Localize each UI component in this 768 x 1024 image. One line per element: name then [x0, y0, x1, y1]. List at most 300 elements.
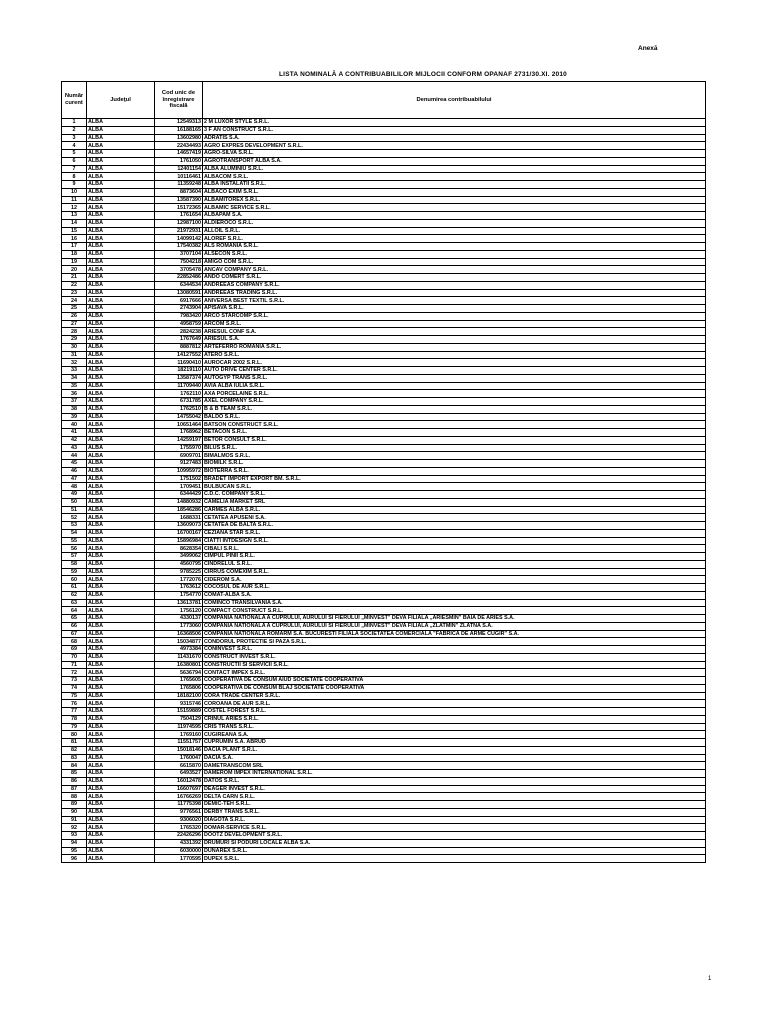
- cell-number: 52: [62, 514, 87, 522]
- table-row: [62, 467, 706, 475]
- cell-fiscal-code: 6344429: [155, 491, 203, 499]
- cell-taxpayer-name: BIOMILK S.R.L.: [203, 460, 706, 468]
- table-row: [62, 723, 706, 731]
- table-row: [62, 235, 706, 243]
- cell-number: 49: [62, 491, 87, 499]
- cell-fiscal-code: 1765605: [155, 677, 203, 685]
- cell-county: ALBA: [87, 150, 155, 158]
- cell-fiscal-code: 1772076: [155, 576, 203, 584]
- cell-county: ALBA: [87, 615, 155, 623]
- cell-county: ALBA: [87, 646, 155, 654]
- cell-taxpayer-name: ARCO STARCOMP S.R.L.: [203, 312, 706, 320]
- cell-taxpayer-name: CIDEROM S.A.: [203, 576, 706, 584]
- cell-fiscal-code: 5636794: [155, 669, 203, 677]
- cell-fiscal-code: 4560795: [155, 560, 203, 568]
- cell-fiscal-code: 6344534: [155, 281, 203, 289]
- table-row: [62, 188, 706, 196]
- taxpayer-table: [61, 81, 706, 863]
- table-row: [62, 374, 706, 382]
- cell-county: ALBA: [87, 537, 155, 545]
- cell-number: 47: [62, 475, 87, 483]
- table-row: [62, 297, 706, 305]
- cell-fiscal-code: 1773060: [155, 622, 203, 630]
- cell-number: 30: [62, 343, 87, 351]
- cell-fiscal-code: 6909701: [155, 452, 203, 460]
- cell-number: 94: [62, 839, 87, 847]
- cell-county: ALBA: [87, 638, 155, 646]
- table-row: [62, 204, 706, 212]
- cell-county: ALBA: [87, 731, 155, 739]
- table-row: [62, 483, 706, 491]
- cell-number: 1: [62, 119, 87, 127]
- cell-taxpayer-name: ATERO S.R.L.: [203, 351, 706, 359]
- cell-county: ALBA: [87, 653, 155, 661]
- cell-fiscal-code: 4958759: [155, 320, 203, 328]
- cell-county: ALBA: [87, 359, 155, 367]
- cell-number: 37: [62, 398, 87, 406]
- table-row: [62, 150, 706, 158]
- cell-taxpayer-name: COMPANIA NATIONALA A CUPRULUI, AURULUI SI FIERULUI „MINVEST" DEVA FILIALA „ARIESMIN" BAIA DE ARIES S.A.: [203, 615, 706, 623]
- cell-county: ALBA: [87, 498, 155, 506]
- cell-taxpayer-name: 3 F AN CONSTRUCT S.R.L.: [203, 126, 706, 134]
- cell-number: 60: [62, 576, 87, 584]
- annex-label: Anexă: [638, 45, 658, 52]
- cell-number: 16: [62, 235, 87, 243]
- cell-taxpayer-name: COCOSUL DE AUR S.R.L.: [203, 584, 706, 592]
- table-row: [62, 274, 706, 282]
- cell-county: ALBA: [87, 320, 155, 328]
- cell-fiscal-code: 16700167: [155, 529, 203, 537]
- table-row: [62, 289, 706, 297]
- table-row: [62, 142, 706, 150]
- cell-fiscal-code: 18182100: [155, 692, 203, 700]
- cell-fiscal-code: 6615870: [155, 762, 203, 770]
- table-row: [62, 305, 706, 313]
- cell-county: ALBA: [87, 584, 155, 592]
- cell-county: ALBA: [87, 188, 155, 196]
- cell-fiscal-code: 9315746: [155, 700, 203, 708]
- cell-number: 63: [62, 599, 87, 607]
- cell-taxpayer-name: COMPACT CONSTRUCT S.R.L.: [203, 607, 706, 615]
- cell-taxpayer-name: CETATEA APUSENI S.A.: [203, 514, 706, 522]
- cell-fiscal-code: 13587374: [155, 374, 203, 382]
- cell-taxpayer-name: AVIA ALBA IULIA S.R.L.: [203, 382, 706, 390]
- cell-county: ALBA: [87, 739, 155, 747]
- cell-county: ALBA: [87, 483, 155, 491]
- cell-county: ALBA: [87, 762, 155, 770]
- cell-county: ALBA: [87, 816, 155, 824]
- cell-taxpayer-name: ARIESUL S.A.: [203, 336, 706, 344]
- cell-taxpayer-name: CIRRUS COMEXIM S.R.L.: [203, 568, 706, 576]
- cell-county: ALBA: [87, 390, 155, 398]
- cell-taxpayer-name: DATOS S.R.L.: [203, 777, 706, 785]
- table-row: [62, 320, 706, 328]
- cell-number: 43: [62, 444, 87, 452]
- cell-county: ALBA: [87, 793, 155, 801]
- cell-number: 64: [62, 607, 87, 615]
- cell-taxpayer-name: BRADET IMPORT EXPORT BM. S.R.L.: [203, 475, 706, 483]
- cell-county: ALBA: [87, 343, 155, 351]
- cell-fiscal-code: 12549313: [155, 119, 203, 127]
- cell-fiscal-code: 14099142: [155, 235, 203, 243]
- cell-fiscal-code: 16766269: [155, 793, 203, 801]
- cell-fiscal-code: 2743904: [155, 305, 203, 313]
- cell-number: 48: [62, 483, 87, 491]
- cell-county: ALBA: [87, 444, 155, 452]
- cell-number: 5: [62, 150, 87, 158]
- table-row: [62, 839, 706, 847]
- cell-taxpayer-name: COMPANIA NATIONALA ROMARM S.A. BUCURESTI FILIALA SOCIETATEA COMERCIALA "FABRICA DE ARME CUGIR" S.A.: [203, 630, 706, 638]
- cell-fiscal-code: 15896984: [155, 537, 203, 545]
- cell-number: 8: [62, 173, 87, 181]
- cell-taxpayer-name: ALBACOM S.R.L.: [203, 173, 706, 181]
- cell-taxpayer-name: ALSECON S.R.L.: [203, 250, 706, 258]
- table-row: [62, 731, 706, 739]
- cell-county: ALBA: [87, 235, 155, 243]
- cell-fiscal-code: 1769160: [155, 731, 203, 739]
- cell-taxpayer-name: COSTEL FOREST S.R.L.: [203, 708, 706, 716]
- cell-fiscal-code: 8887812: [155, 343, 203, 351]
- table-row: [62, 816, 706, 824]
- cell-number: 67: [62, 630, 87, 638]
- cell-number: 2: [62, 126, 87, 134]
- cell-fiscal-code: 22852486: [155, 274, 203, 282]
- cell-taxpayer-name: CORA TRADE CENTER S.R.L.: [203, 692, 706, 700]
- cell-county: ALBA: [87, 669, 155, 677]
- cell-fiscal-code: 4330137: [155, 615, 203, 623]
- cell-fiscal-code: 7983420: [155, 312, 203, 320]
- cell-number: 74: [62, 684, 87, 692]
- cell-number: 4: [62, 142, 87, 150]
- cell-taxpayer-name: CONINVEST S.R.L.: [203, 646, 706, 654]
- cell-number: 17: [62, 243, 87, 251]
- cell-taxpayer-name: CETATEA DE BALTA S.R.L.: [203, 522, 706, 530]
- cell-county: ALBA: [87, 382, 155, 390]
- header-taxpayer-name: Denumirea contribuabilului: [203, 82, 706, 119]
- cell-fiscal-code: 16380801: [155, 661, 203, 669]
- table-row: [62, 460, 706, 468]
- table-row: [62, 491, 706, 499]
- cell-number: 83: [62, 754, 87, 762]
- cell-number: 81: [62, 739, 87, 747]
- cell-fiscal-code: 2824238: [155, 328, 203, 336]
- cell-fiscal-code: 22426296: [155, 832, 203, 840]
- cell-number: 66: [62, 622, 87, 630]
- table-row: [62, 413, 706, 421]
- cell-county: ALBA: [87, 289, 155, 297]
- cell-fiscal-code: 1765806: [155, 684, 203, 692]
- cell-taxpayer-name: ALS ROMANIA S.R.L.: [203, 243, 706, 251]
- table-row: [62, 258, 706, 266]
- cell-county: ALBA: [87, 258, 155, 266]
- cell-number: 62: [62, 591, 87, 599]
- cell-fiscal-code: 6731785: [155, 398, 203, 406]
- table-row: [62, 367, 706, 375]
- cell-taxpayer-name: CEZIANA STAR S.R.L.: [203, 529, 706, 537]
- cell-county: ALBA: [87, 328, 155, 336]
- table-row: [62, 615, 706, 623]
- table-row: [62, 739, 706, 747]
- cell-fiscal-code: 11974595: [155, 723, 203, 731]
- cell-fiscal-code: 9127483: [155, 460, 203, 468]
- table-row: [62, 669, 706, 677]
- cell-fiscal-code: 3705478: [155, 266, 203, 274]
- cell-county: ALBA: [87, 452, 155, 460]
- cell-number: 68: [62, 638, 87, 646]
- cell-county: ALBA: [87, 491, 155, 499]
- cell-county: ALBA: [87, 847, 155, 855]
- header-number: Număr curent: [62, 82, 87, 119]
- cell-taxpayer-name: DUNAREX S.R.L.: [203, 847, 706, 855]
- cell-fiscal-code: 1755970: [155, 444, 203, 452]
- cell-fiscal-code: 1688331: [155, 514, 203, 522]
- cell-county: ALBA: [87, 204, 155, 212]
- cell-number: 23: [62, 289, 87, 297]
- cell-number: 22: [62, 281, 87, 289]
- cell-taxpayer-name: DACIA S.A.: [203, 754, 706, 762]
- table-row: [62, 312, 706, 320]
- cell-county: ALBA: [87, 413, 155, 421]
- cell-taxpayer-name: ALBAMIC SERVICE S.R.L.: [203, 204, 706, 212]
- cell-fiscal-code: 17540382: [155, 243, 203, 251]
- cell-county: ALBA: [87, 181, 155, 189]
- table-row: [62, 452, 706, 460]
- table-row: [62, 429, 706, 437]
- cell-taxpayer-name: BIMALMOS S.R.L.: [203, 452, 706, 460]
- cell-taxpayer-name: BIOTERRA S.R.L.: [203, 467, 706, 475]
- cell-fiscal-code: 10995972: [155, 467, 203, 475]
- cell-fiscal-code: 16188165: [155, 126, 203, 134]
- cell-county: ALBA: [87, 514, 155, 522]
- cell-number: 34: [62, 374, 87, 382]
- cell-number: 26: [62, 312, 87, 320]
- cell-taxpayer-name: APISAVA S.R.L.: [203, 305, 706, 313]
- cell-fiscal-code: 1762510: [155, 405, 203, 413]
- cell-county: ALBA: [87, 808, 155, 816]
- cell-county: ALBA: [87, 770, 155, 778]
- cell-county: ALBA: [87, 305, 155, 313]
- cell-county: ALBA: [87, 661, 155, 669]
- cell-taxpayer-name: CIBALI S.R.L.: [203, 545, 706, 553]
- cell-number: 35: [62, 382, 87, 390]
- cell-fiscal-code: 14259197: [155, 436, 203, 444]
- cell-county: ALBA: [87, 506, 155, 514]
- cell-fiscal-code: 12987100: [155, 219, 203, 227]
- cell-county: ALBA: [87, 754, 155, 762]
- cell-number: 75: [62, 692, 87, 700]
- cell-county: ALBA: [87, 630, 155, 638]
- cell-taxpayer-name: CRINUL ARIES S.R.L.: [203, 715, 706, 723]
- cell-county: ALBA: [87, 421, 155, 429]
- cell-taxpayer-name: ARCOM S.R.L.: [203, 320, 706, 328]
- table-row: [62, 243, 706, 251]
- cell-county: ALBA: [87, 591, 155, 599]
- cell-number: 9: [62, 181, 87, 189]
- cell-number: 73: [62, 677, 87, 685]
- cell-number: 21: [62, 274, 87, 282]
- table-row: [62, 630, 706, 638]
- table-row: [62, 266, 706, 274]
- cell-taxpayer-name: DOOTZ DEVELOPMENT S.R.L.: [203, 832, 706, 840]
- document-title: LISTA NOMINALĂ A CONTRIBUABILILOR MIJLOCII CONFORM OPANAF 2731/30.XI. 2010: [279, 71, 567, 78]
- cell-number: 14: [62, 219, 87, 227]
- table-row: [62, 677, 706, 685]
- cell-county: ALBA: [87, 266, 155, 274]
- cell-fiscal-code: 1765320: [155, 824, 203, 832]
- cell-taxpayer-name: CONTACT IMPEX S.R.L.: [203, 669, 706, 677]
- cell-county: ALBA: [87, 219, 155, 227]
- table-row: [62, 498, 706, 506]
- cell-number: 18: [62, 250, 87, 258]
- table-row: [62, 390, 706, 398]
- cell-taxpayer-name: ANDREEAS COMPANY S.R.L.: [203, 281, 706, 289]
- cell-county: ALBA: [87, 607, 155, 615]
- cell-number: 80: [62, 731, 87, 739]
- cell-fiscal-code: 6030000: [155, 847, 203, 855]
- cell-county: ALBA: [87, 622, 155, 630]
- table-row: [62, 646, 706, 654]
- cell-county: ALBA: [87, 281, 155, 289]
- cell-number: 27: [62, 320, 87, 328]
- table-row: [62, 777, 706, 785]
- cell-number: 12: [62, 204, 87, 212]
- cell-fiscal-code: 16607697: [155, 785, 203, 793]
- cell-county: ALBA: [87, 173, 155, 181]
- cell-county: ALBA: [87, 599, 155, 607]
- cell-fiscal-code: 13602980: [155, 134, 203, 142]
- header-county: Judeţul: [87, 82, 155, 119]
- cell-county: ALBA: [87, 692, 155, 700]
- table-row: [62, 661, 706, 669]
- table-row: [62, 622, 706, 630]
- cell-number: 46: [62, 467, 87, 475]
- cell-taxpayer-name: DERBY TRANS S.R.L.: [203, 808, 706, 816]
- cell-taxpayer-name: COOPERATIVA DE CONSUM AIUD SOCIETATE COOPERATIVA: [203, 677, 706, 685]
- cell-number: 51: [62, 506, 87, 514]
- cell-taxpayer-name: CONSTRUCTII SI SERVICII S.R.L.: [203, 661, 706, 669]
- cell-number: 19: [62, 258, 87, 266]
- table-row: [62, 576, 706, 584]
- table-row: [62, 212, 706, 220]
- cell-number: 44: [62, 452, 87, 460]
- cell-county: ALBA: [87, 134, 155, 142]
- cell-fiscal-code: 12401154: [155, 165, 203, 173]
- cell-fiscal-code: 6493527: [155, 770, 203, 778]
- cell-fiscal-code: 11709440: [155, 382, 203, 390]
- cell-fiscal-code: 15172365: [155, 204, 203, 212]
- cell-number: 54: [62, 529, 87, 537]
- cell-taxpayer-name: ALDIEROCO S.R.L.: [203, 219, 706, 227]
- cell-number: 88: [62, 793, 87, 801]
- table-row: [62, 134, 706, 142]
- table-row: [62, 157, 706, 165]
- cell-county: ALBA: [87, 576, 155, 584]
- cell-taxpayer-name: COMINCO TRANSILVANIA S.A.: [203, 599, 706, 607]
- cell-county: ALBA: [87, 429, 155, 437]
- cell-county: ALBA: [87, 165, 155, 173]
- cell-county: ALBA: [87, 746, 155, 754]
- table-row: [62, 754, 706, 762]
- cell-county: ALBA: [87, 700, 155, 708]
- cell-fiscal-code: 1751502: [155, 475, 203, 483]
- cell-county: ALBA: [87, 227, 155, 235]
- cell-county: ALBA: [87, 684, 155, 692]
- table-row: [62, 684, 706, 692]
- table-row: [62, 165, 706, 173]
- cell-county: ALBA: [87, 398, 155, 406]
- table-row: [62, 801, 706, 809]
- table-row: [62, 529, 706, 537]
- table-row: [62, 336, 706, 344]
- cell-taxpayer-name: C.D.C. COMPANY S.R.L.: [203, 491, 706, 499]
- cell-fiscal-code: 18219110: [155, 367, 203, 375]
- cell-number: 36: [62, 390, 87, 398]
- cell-county: ALBA: [87, 274, 155, 282]
- table-row: [62, 227, 706, 235]
- cell-fiscal-code: 4973384: [155, 646, 203, 654]
- cell-number: 85: [62, 770, 87, 778]
- cell-taxpayer-name: CAMELIA MARKET SRL: [203, 498, 706, 506]
- cell-taxpayer-name: COROANA DE AUR S.R.L.: [203, 700, 706, 708]
- cell-fiscal-code: 1761654: [155, 212, 203, 220]
- cell-taxpayer-name: ALLOIL S.R.L.: [203, 227, 706, 235]
- cell-number: 40: [62, 421, 87, 429]
- cell-county: ALBA: [87, 297, 155, 305]
- cell-county: ALBA: [87, 545, 155, 553]
- cell-taxpayer-name: DAMEROM IMPEX INTERNATIONAL S.R.L.: [203, 770, 706, 778]
- table-row: [62, 855, 706, 863]
- table-row: [62, 514, 706, 522]
- cell-county: ALBA: [87, 250, 155, 258]
- cell-taxpayer-name: COMAT-ALBA S.A.: [203, 591, 706, 599]
- cell-number: 24: [62, 297, 87, 305]
- cell-taxpayer-name: BULBUCAN S.R.L.: [203, 483, 706, 491]
- table-row: [62, 545, 706, 553]
- table-row: [62, 653, 706, 661]
- table-row: [62, 436, 706, 444]
- table-header-row: [62, 82, 706, 119]
- table-row: [62, 343, 706, 351]
- cell-taxpayer-name: ALBACO EXIM S.R.L.: [203, 188, 706, 196]
- cell-fiscal-code: 3499062: [155, 553, 203, 561]
- cell-fiscal-code: 11359248: [155, 181, 203, 189]
- cell-taxpayer-name: CUPRUMIN S.A. ABRUD: [203, 739, 706, 747]
- cell-fiscal-code: 4331392: [155, 839, 203, 847]
- cell-number: 84: [62, 762, 87, 770]
- cell-number: 93: [62, 832, 87, 840]
- cell-county: ALBA: [87, 436, 155, 444]
- table-row: [62, 700, 706, 708]
- table-row: [62, 785, 706, 793]
- table-row: [62, 398, 706, 406]
- table-row: [62, 607, 706, 615]
- table-row: [62, 692, 706, 700]
- cell-number: 33: [62, 367, 87, 375]
- cell-taxpayer-name: AXEL COMPANY S.R.L.: [203, 398, 706, 406]
- cell-number: 31: [62, 351, 87, 359]
- cell-county: ALBA: [87, 467, 155, 475]
- table-row: [62, 405, 706, 413]
- cell-taxpayer-name: ANIVERSA BEST TEXTIL S.R.L.: [203, 297, 706, 305]
- cell-taxpayer-name: 2 M LUXOR STYLE S.R.L.: [203, 119, 706, 127]
- cell-fiscal-code: 1767649: [155, 336, 203, 344]
- cell-taxpayer-name: DAMETRANSCOM SRL: [203, 762, 706, 770]
- cell-taxpayer-name: AGRO EXPRES DEVELOPMENT S.R.L.: [203, 142, 706, 150]
- cell-fiscal-code: 11690410: [155, 359, 203, 367]
- cell-number: 7: [62, 165, 87, 173]
- cell-number: 78: [62, 715, 87, 723]
- cell-fiscal-code: 1709451: [155, 483, 203, 491]
